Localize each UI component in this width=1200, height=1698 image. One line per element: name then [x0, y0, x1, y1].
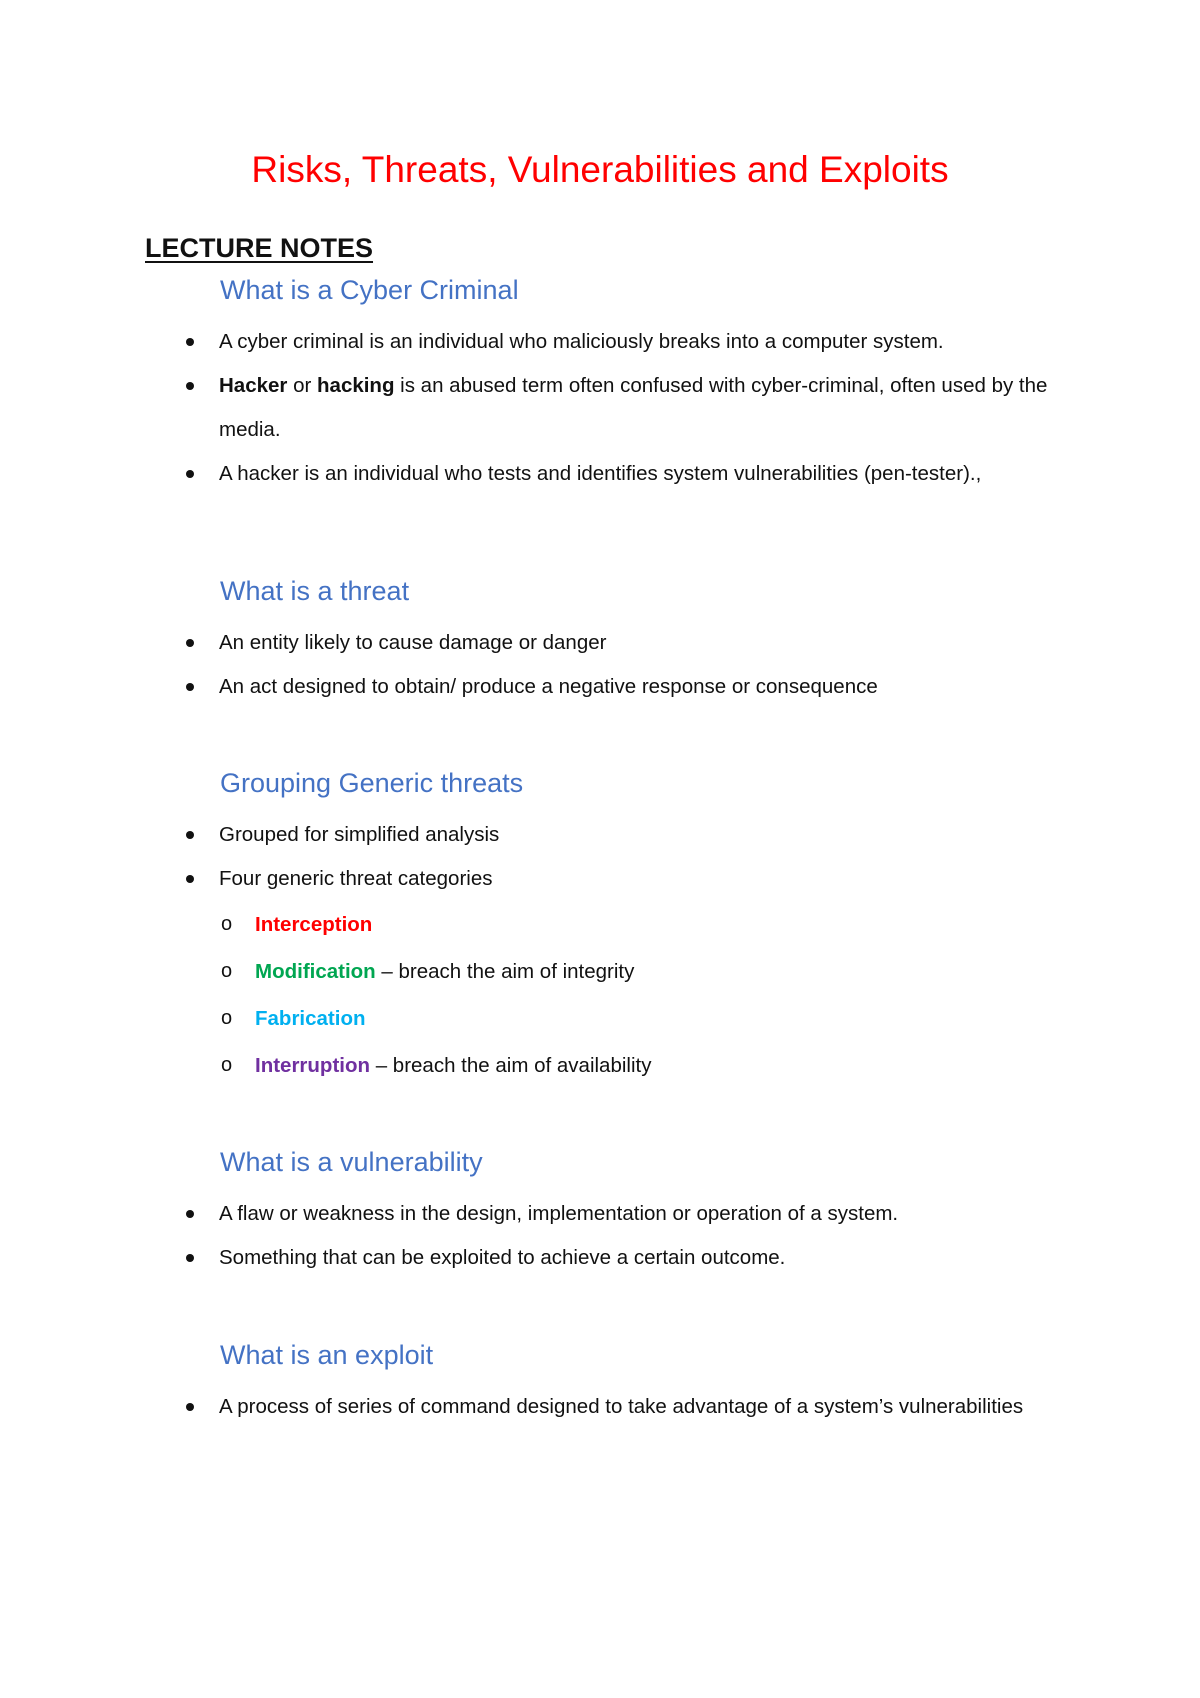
section-threat	[0, 575, 1200, 709]
section-vulnerability	[0, 1146, 1200, 1280]
bullet-icon	[186, 470, 194, 478]
list-item-text: A cyber criminal is an individual who maliciously breaks into a computer system.	[219, 329, 944, 353]
section-heading: What is a threat	[220, 576, 410, 606]
category-term-fabrication: Fabrication	[255, 1006, 366, 1030]
document-title: Risks, Threats, Vulnerabilities and Exploits	[251, 149, 949, 190]
sub-list-item	[0, 1042, 1200, 1089]
list-item	[0, 1236, 1200, 1280]
list-item	[0, 1385, 1200, 1429]
term-hacker: Hacker	[219, 373, 288, 397]
section-heading: What is a vulnerability	[220, 1147, 483, 1177]
sub-list-item	[0, 948, 1200, 995]
bullet-icon	[186, 1210, 194, 1218]
circle-bullet-icon: o	[221, 1006, 233, 1029]
document-subtitle: LECTURE NOTES	[145, 233, 374, 263]
bullet-list	[0, 1385, 1200, 1429]
bullet-icon	[186, 1254, 194, 1262]
sub-list-item	[0, 901, 1200, 948]
circle-bullet-icon: o	[221, 959, 233, 982]
section-heading: What is an exploit	[220, 1340, 434, 1370]
bullet-list	[0, 621, 1200, 709]
list-item	[0, 665, 1200, 709]
bullet-icon	[186, 338, 194, 346]
list-item	[0, 452, 1200, 496]
section-heading: What is a Cyber Criminal	[220, 275, 519, 305]
list-item-text: A flaw or weakness in the design, implementation or operation of a system.	[219, 1201, 899, 1225]
sub-list-item	[0, 995, 1200, 1042]
list-item	[0, 364, 1200, 452]
category-desc: – breach the aim of availability	[370, 1053, 652, 1077]
list-item-text: A process of series of command designed to take advantage of a system’s vulnerabilities	[219, 1394, 1024, 1418]
section-generic-threats	[0, 767, 1200, 1089]
list-item-text: Grouped for simplified analysis	[219, 822, 500, 846]
category-term-interruption: Interruption	[255, 1053, 371, 1077]
bullet-icon	[186, 382, 194, 390]
circle-bullet-icon: o	[221, 912, 233, 935]
circle-bullet-icon: o	[221, 1053, 233, 1076]
list-item-text: or	[287, 373, 318, 397]
list-item-text: Something that can be exploited to achieve a certain outcome.	[219, 1245, 786, 1269]
category-term-interception: Interception	[255, 912, 373, 936]
list-item-text: Four generic threat categories	[219, 866, 493, 890]
bullet-list	[0, 1192, 1200, 1280]
list-item	[0, 621, 1200, 665]
sub-bullet-list	[0, 901, 1200, 1089]
list-item-text: An act designed to obtain/ produce a negative response or consequence	[219, 674, 878, 698]
section-heading: Grouping Generic threats	[220, 768, 524, 798]
term-hacking: hacking	[317, 373, 395, 397]
section-exploit	[0, 1339, 1200, 1429]
category-desc: – breach the aim of integrity	[375, 959, 635, 983]
bullet-list	[0, 320, 1200, 496]
list-item-text: An entity likely to cause damage or danger	[219, 630, 607, 654]
list-item-text: is an abused term often confused with cyber-criminal, often used by the media.	[219, 373, 1048, 441]
section-cyber-criminal	[0, 274, 1200, 496]
list-item	[0, 1192, 1200, 1236]
category-term-modification: Modification	[255, 959, 376, 983]
bullet-icon	[186, 683, 194, 691]
list-item	[0, 320, 1200, 364]
bullet-icon	[186, 831, 194, 839]
bullet-icon	[186, 875, 194, 883]
list-item	[0, 813, 1200, 857]
list-item-text: A hacker is an individual who tests and identifies system vulnerabilities (pen-tester).,	[219, 461, 982, 485]
bullet-icon	[186, 1403, 194, 1411]
bullet-list	[0, 813, 1200, 901]
list-item	[0, 857, 1200, 901]
bullet-icon	[186, 639, 194, 647]
